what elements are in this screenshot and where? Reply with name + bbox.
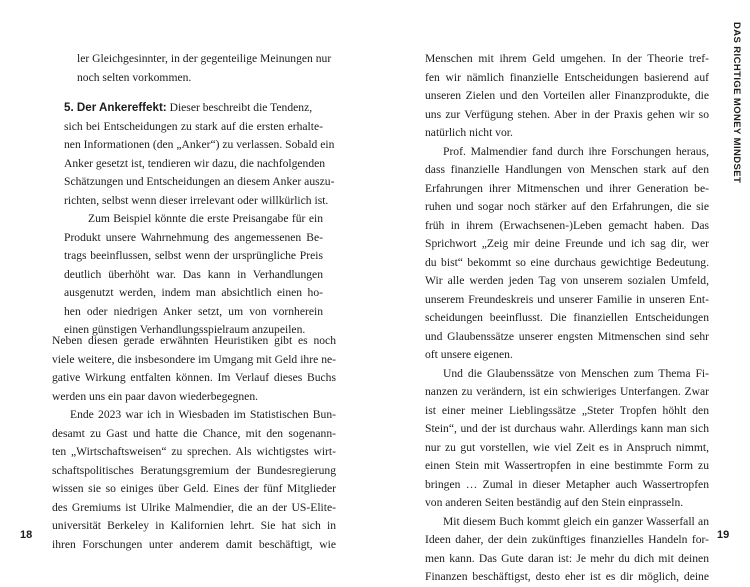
list-continuation: [77, 50, 332, 87]
text-line: des Gremiums ist Ulrike Malmendier, die an der US-Elite-: [52, 500, 336, 514]
text-line: hen oder niedrigen Anker setzt, um von vornherein: [64, 304, 323, 318]
item-heading: 5. Der Ankereffekt:: [64, 101, 167, 114]
list-item-ankereffekt: [64, 99, 335, 210]
text-line: Ideen daher, der dein zukünftiges finanzielles Handeln for-: [425, 533, 709, 546]
text-line: Und die Glaubenssätze von Menschen zum Thema Fi-: [443, 366, 709, 380]
text-line: universität Berkeley in Kalifornien lehrt. Sie hat sich in: [52, 519, 336, 532]
text-line: Prof. Malmendier fand durch ihre Forschungen heraus,: [443, 144, 709, 158]
body-paragraph: [52, 332, 336, 406]
text-line: noch selten vorkommen.: [77, 70, 192, 84]
text-line: Ende 2023 war ich in Wiesbaden im Statistischen Bun-: [70, 408, 336, 421]
text-line: Erfahrungen ihrer Mitmenschen und ihrer Generation be-: [425, 181, 709, 195]
text-line: und Glaubenssätze unserer engsten Mitmenschen sind sehr: [425, 329, 709, 343]
text-line: ihren Forschungen unter anderem damit beschäftigt, wie: [52, 537, 336, 551]
text-line: du bist“ bekommt so eine durchaus gewichtige Bedeutung.: [425, 255, 709, 269]
text-line: unseren Zielen und den Vorteilen aller Finanzprodukte, die: [425, 89, 709, 102]
text-line: von anderen Seiten beständig auf den Stein einprasseln.: [425, 496, 684, 509]
text-line: trags beeinflussen, selbst wenn der ursprüngliche Preis: [64, 249, 323, 262]
text-line: ruhen und sogar noch stärker auf den Erfahrungen, die sie: [425, 200, 709, 213]
text-line: ten „Wirtschaftsweisen“ zu sprechen. Als wichtigstes wirt-: [52, 445, 336, 458]
text-line: Zum Beispiel könnte die erste Preisangabe für ein: [88, 212, 323, 225]
text-line: scheidungen beeinflusst. Die finanziellen Entscheidungen: [425, 311, 709, 324]
text-line: richten, selbst wenn dieser irrelevant oder willkürlich ist.: [64, 193, 329, 207]
text-line: oft unsere eigenen.: [425, 348, 513, 361]
page-number-left: 18: [20, 529, 33, 541]
text-line: nen Informationen (den „Anker“) zu verlassen. Sobald ein: [64, 138, 335, 151]
running-head: DAS RICHTIGE MONEY MINDSET: [731, 22, 742, 184]
body-paragraph: [52, 406, 336, 554]
text-line: Stein“, und der ist durchaus wahr. Allerdings kann man sich: [425, 422, 709, 435]
text-line: Finanzen beschäftigst, desto eher ist es dir möglich, deine: [425, 570, 709, 583]
right-page: [375, 0, 750, 583]
text-line: natürlich nicht vor.: [425, 126, 513, 139]
text-line: gative Wirkung entfalten können. Im Verlauf dieses Buchs: [52, 371, 336, 384]
text-line: Neben diesen gerade erwähnten Heuristiken gibt es noch: [52, 334, 336, 347]
text-line: einen günstigen Verhandlungsspielraum anzupeilen.: [64, 323, 306, 336]
text-line: einen Stein mit Wassertropfen in eine bestimmte Form zu: [425, 459, 709, 472]
body-paragraph: [425, 50, 709, 143]
text-line: men kann. Das Gute daran ist: Je mehr du dich mit deinen: [425, 551, 709, 565]
example-paragraph: [64, 210, 323, 340]
text-line: fen wir nämlich finanzielle Entscheidungen basierend auf: [425, 70, 709, 84]
text-line: wissen sie so einiges über Geld. Eines der fünf Mitglieder: [52, 482, 336, 495]
text-line: Produkt unsere Wahrnehmung des angemessenen Be-: [64, 230, 323, 244]
text-line: viele weitere, die insbesondere im Umgang mit Geld ihre ne-: [52, 352, 336, 366]
body-paragraph: [425, 365, 709, 513]
text-line: nanzen zu verändern, ist ein schwieriges Unterfangen. Zwar: [425, 385, 709, 398]
body-paragraph: [425, 143, 709, 365]
text-line: schaftspolitisches Beratungsgremium der Bundesregierung: [52, 463, 336, 477]
text-line: Mit diesem Buch kommt gleich ein ganzer Wasserfall an: [443, 514, 709, 528]
text-line: früh in ihrem (Erwachsenen-)Leben gemacht haben. Das: [425, 218, 709, 232]
text-line: Menschen mit ihrem Geld umgehen. In der Theorie tref-: [425, 52, 709, 65]
text-line: Wir alle werden jeden Tag von unserem sozialen Umfeld,: [425, 274, 709, 287]
page-number-right: 19: [717, 529, 730, 541]
text-line: Anker gesetzt ist, tendieren wir dazu, die nachfolgenden: [64, 156, 326, 170]
text-line: deutlich überhöht war. Das kann in Verhandlungen: [64, 267, 323, 281]
text-line: ler Gleichgesinnter, in der gegenteilige Meinungen nur: [77, 52, 332, 65]
text-line: bringen … Zumal in dieser Metapher auch Wassertropfen: [425, 477, 709, 491]
text-line: unserem Freundeskreis und unserer Familie in unseren Ent-: [425, 292, 709, 306]
text-line: sich bei Entscheidungen zu stark auf die ersten erhalte-: [64, 119, 323, 133]
text-line: Schätzungen und Entscheidungen an diesem Anker auszu-: [64, 175, 335, 188]
text-line: ausgenutzt werden, indem man absichtlich einen ho-: [64, 286, 323, 299]
text-line: Sprichwort „Zeig mir deine Freunde und ich sag dir, wer: [425, 237, 709, 250]
text-line: [64, 99, 323, 118]
item-heading-rest: Dieser beschreibt die Tendenz,: [166, 101, 313, 114]
left-page: [0, 0, 375, 566]
text-line: dass finanzielle Handlungen von Menschen stark auf den: [425, 163, 709, 176]
text-line: desamt zu Gast und hatte die Chance, mit den sogenann-: [52, 426, 336, 440]
body-paragraph: [425, 513, 709, 587]
text-line: werden uns ein paar davon wiederbegegnen.: [52, 389, 259, 403]
text-line: uns zur Verfügung stehen. Aber in der Praxis gehen wir so: [425, 107, 709, 121]
text-line: nur zu gut vorstellen, wie viel Zeit es in Anspruch nimmt,: [425, 440, 709, 454]
text-line: ist einer meiner Lieblingssätze „Steter Tropfen höhlt den: [425, 403, 709, 417]
